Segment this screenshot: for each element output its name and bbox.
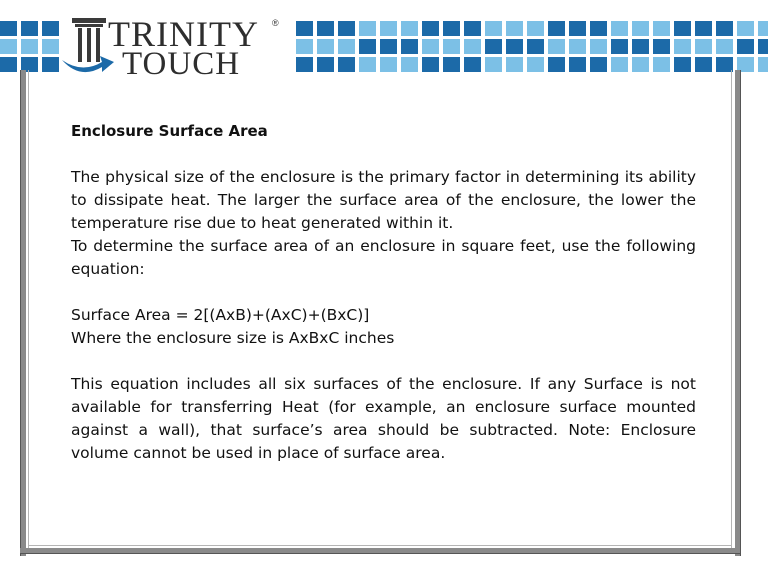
decorative-tile bbox=[21, 39, 38, 54]
decorative-tile bbox=[758, 57, 768, 72]
instruction-paragraph: To determine the surface area of an enclosure in square feet, use the following equation: bbox=[71, 237, 696, 278]
decorative-tile bbox=[359, 57, 376, 72]
decorative-tile bbox=[317, 39, 334, 54]
decorative-tile bbox=[695, 57, 712, 72]
decorative-tile bbox=[569, 21, 586, 36]
logo-word-trinity: TRINITY bbox=[108, 14, 259, 54]
header-banner bbox=[0, 0, 768, 80]
slide-content bbox=[71, 120, 696, 465]
decorative-tile bbox=[380, 21, 397, 36]
decorative-tile bbox=[422, 39, 439, 54]
frame-inner-bottom-line bbox=[28, 545, 732, 546]
decorative-tile bbox=[737, 21, 754, 36]
decorative-tile bbox=[485, 57, 502, 72]
frame-left-border bbox=[20, 70, 26, 556]
decorative-tile bbox=[590, 57, 607, 72]
decorative-tile bbox=[653, 39, 670, 54]
logo-word-touch: TOUCH bbox=[122, 46, 241, 82]
decorative-tile bbox=[443, 21, 460, 36]
decorative-tile bbox=[401, 57, 418, 72]
decorative-tile bbox=[632, 21, 649, 36]
decorative-tile bbox=[527, 21, 544, 36]
decorative-tile bbox=[674, 57, 691, 72]
decorative-tile bbox=[338, 57, 355, 72]
closing-paragraph: This equation includes all six surfaces of the enclosure. If any Surface is not available for transferring Heat (for example, an enclosure surface mounted against a wall), that surface’s area should be subtracted. Note: Enclosure volume cannot be used in place of surface area. bbox=[71, 375, 696, 462]
decorative-tile bbox=[380, 57, 397, 72]
frame-right-border bbox=[735, 70, 741, 556]
decorative-tile bbox=[401, 21, 418, 36]
decorative-tile bbox=[21, 21, 38, 36]
decorative-tile bbox=[296, 39, 313, 54]
decorative-tile bbox=[0, 39, 17, 54]
decorative-tile bbox=[653, 57, 670, 72]
decorative-tile bbox=[527, 57, 544, 72]
decorative-tile bbox=[296, 21, 313, 36]
decorative-tile bbox=[548, 39, 565, 54]
decorative-tile bbox=[611, 21, 628, 36]
decorative-tile bbox=[569, 39, 586, 54]
decorative-tile bbox=[422, 21, 439, 36]
decorative-tile bbox=[359, 21, 376, 36]
decorative-tile bbox=[569, 57, 586, 72]
slide-title: Enclosure Surface Area bbox=[71, 122, 268, 140]
decorative-tile bbox=[611, 39, 628, 54]
decorative-tile bbox=[338, 39, 355, 54]
decorative-tile bbox=[485, 21, 502, 36]
decorative-tile bbox=[632, 39, 649, 54]
frame-inner-right-line bbox=[731, 70, 732, 548]
decorative-tile bbox=[590, 39, 607, 54]
decorative-tile bbox=[359, 39, 376, 54]
decorative-tile bbox=[464, 39, 481, 54]
decorative-tile bbox=[716, 21, 733, 36]
decorative-tile bbox=[758, 21, 768, 36]
decorative-tile bbox=[380, 39, 397, 54]
tile-pattern-right bbox=[296, 21, 768, 72]
decorative-tile bbox=[611, 57, 628, 72]
decorative-tile bbox=[0, 21, 17, 36]
decorative-tile bbox=[674, 39, 691, 54]
trinity-touch-logo bbox=[60, 10, 290, 80]
formula-text: Surface Area = 2[(AxB)+(AxC)+(BxC)] bbox=[71, 306, 370, 324]
decorative-tile bbox=[317, 21, 334, 36]
intro-paragraph: The physical size of the enclosure is the primary factor in determining its ability to dissipate heat. The larger the surface area of the enclosure, the lower the temperature rise due to heat generated within it. bbox=[71, 168, 696, 232]
decorative-tile bbox=[296, 57, 313, 72]
decorative-tile bbox=[464, 57, 481, 72]
frame-inner-left-line bbox=[28, 70, 29, 548]
decorative-tile bbox=[443, 57, 460, 72]
decorative-tile bbox=[653, 21, 670, 36]
decorative-tile bbox=[506, 57, 523, 72]
decorative-tile bbox=[464, 21, 481, 36]
decorative-tile bbox=[317, 57, 334, 72]
decorative-tile bbox=[695, 39, 712, 54]
decorative-tile bbox=[42, 39, 59, 54]
decorative-tile bbox=[401, 39, 418, 54]
decorative-tile bbox=[590, 21, 607, 36]
decorative-tile bbox=[716, 39, 733, 54]
decorative-tile bbox=[674, 21, 691, 36]
decorative-tile bbox=[443, 39, 460, 54]
decorative-tile bbox=[527, 39, 544, 54]
decorative-tile bbox=[548, 21, 565, 36]
decorative-tile bbox=[758, 39, 768, 54]
decorative-tile bbox=[0, 57, 17, 72]
tile-pattern-left bbox=[0, 21, 59, 72]
decorative-tile bbox=[338, 21, 355, 36]
decorative-tile bbox=[485, 39, 502, 54]
formula-note: Where the enclosure size is AxBxC inches bbox=[71, 329, 395, 347]
decorative-tile bbox=[506, 39, 523, 54]
registered-mark: ® bbox=[272, 18, 279, 28]
decorative-tile bbox=[695, 21, 712, 36]
decorative-tile bbox=[548, 57, 565, 72]
decorative-tile bbox=[42, 21, 59, 36]
decorative-tile bbox=[737, 39, 754, 54]
frame-bottom-border bbox=[20, 548, 740, 554]
decorative-tile bbox=[632, 57, 649, 72]
decorative-tile bbox=[506, 21, 523, 36]
decorative-tile bbox=[422, 57, 439, 72]
decorative-tile bbox=[42, 57, 59, 72]
